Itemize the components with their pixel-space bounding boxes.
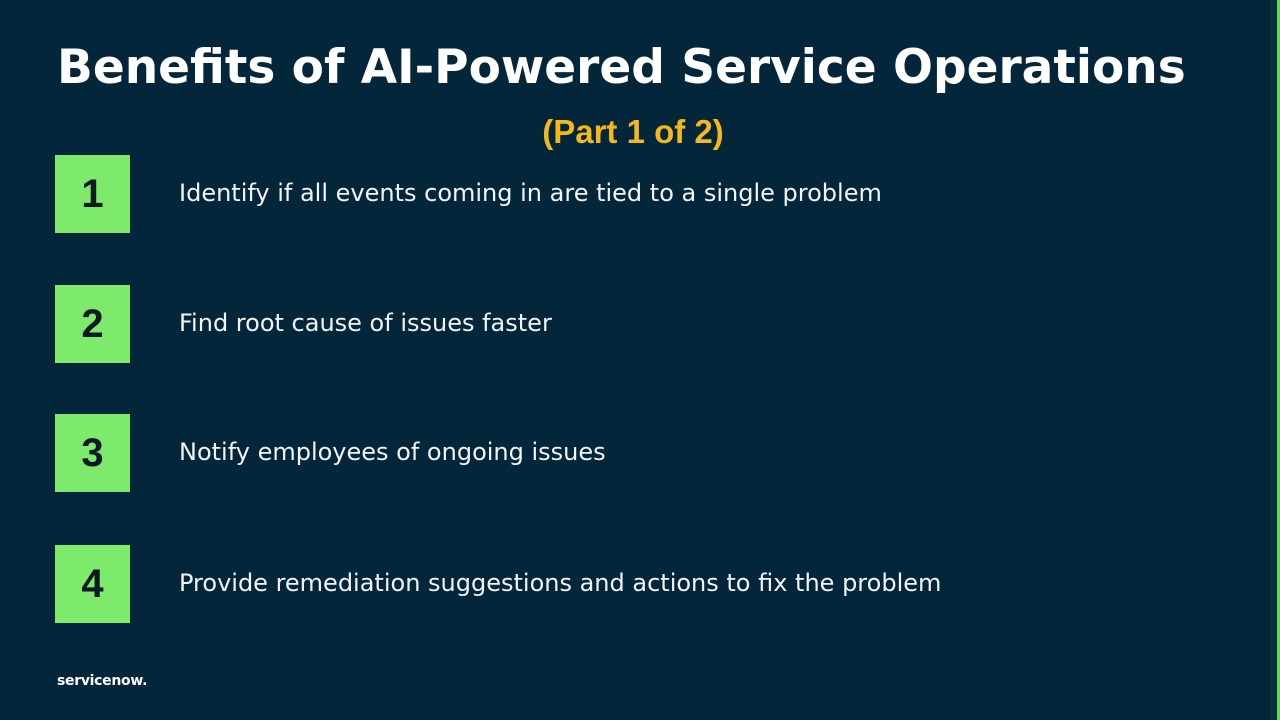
slide-subtitle: (Part 1 of 2) (542, 113, 724, 150)
servicenow-logo: servicenow. (57, 673, 148, 689)
benefit-number-badge: 4 (55, 545, 130, 623)
benefit-number-badge: 3 (55, 414, 130, 492)
benefit-item-2 (55, 285, 1205, 363)
benefit-number-badge: 1 (55, 155, 130, 233)
benefit-text: Notify employees of ongoing issues (179, 438, 606, 466)
benefit-item-4 (55, 545, 1205, 623)
benefit-text: Identify if all events coming in are tied to a single problem (179, 179, 882, 207)
slide-title: Benefits of AI-Powered Service Operations (57, 40, 1186, 95)
benefit-item-3 (55, 414, 1205, 492)
benefit-text: Provide remediation suggestions and actions to fix the problem (179, 569, 942, 597)
benefit-text: Find root cause of issues faster (179, 309, 552, 337)
benefit-item-1 (55, 155, 1205, 233)
benefit-number-badge: 2 (55, 285, 130, 363)
